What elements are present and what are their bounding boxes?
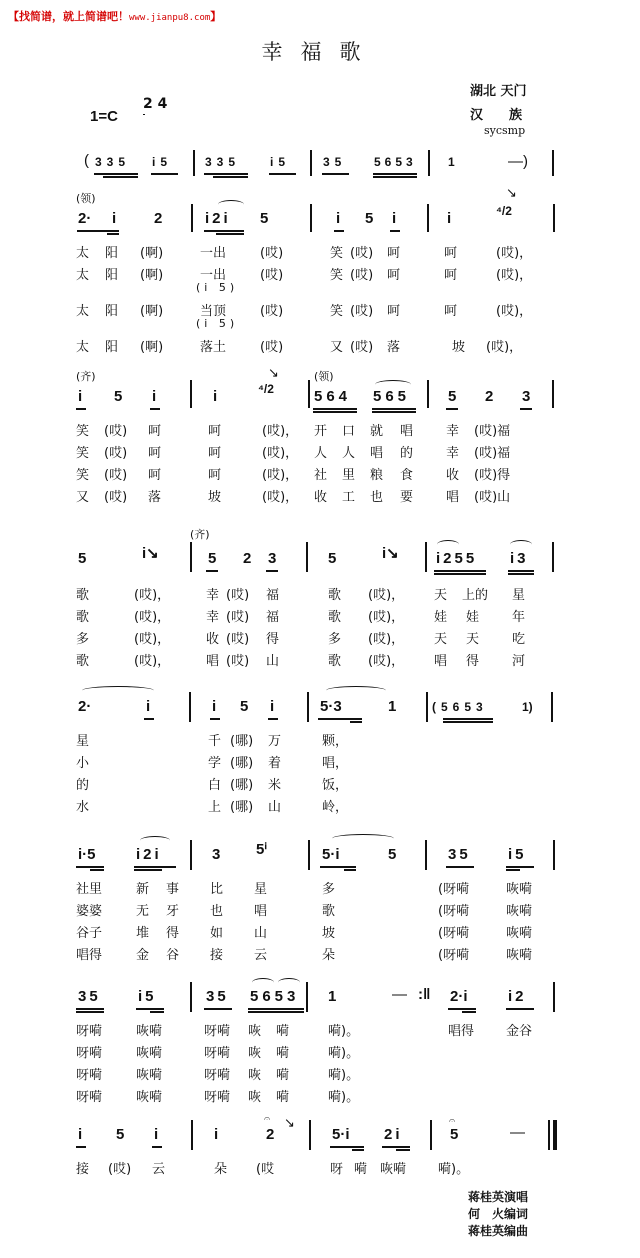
- dash: —: [392, 986, 407, 1003]
- staff-4: 2· i i 5 i 5·3 1 (5653 1) 星 千 (哪) 万 颗， 小 学 (哪) 着 唱， 的 白 (哪) 米 饭， 水 上 (哪) 山 岭，: [0, 680, 640, 810]
- note: 5: [365, 210, 374, 227]
- staff-7: i 5 i i 𝄐 2 ↘ 5·i 2i 𝄐 5 — 接 (哎) 云 朵 (哎 呀 嗬 咴嗬 嗬)。: [0, 1112, 640, 1174]
- note: i: [78, 1126, 83, 1143]
- note-with-slide: i↘: [142, 545, 159, 562]
- dash: —: [510, 1124, 525, 1141]
- staff-intro: [0, 150, 640, 180]
- grace-note: ⁴/2: [496, 204, 512, 218]
- note: i: [213, 388, 218, 405]
- banner-close: 】: [210, 10, 222, 23]
- note-group: i2i: [205, 210, 231, 227]
- note-group: 5·i: [322, 846, 340, 863]
- note: 2: [243, 550, 252, 567]
- note: 3: [522, 388, 531, 405]
- note-group: 335: [95, 155, 131, 169]
- note-group: i5: [270, 155, 291, 169]
- note: 5: [116, 1126, 125, 1143]
- note-group: i5: [138, 988, 157, 1005]
- staff-6: 35 i5 35 5653 1 — :‖ 2·i i2 呀嗬 咴嗬 呀嗬 咴 嗬 嗬)。 唱得 金谷 呀嗬 咴嗬 呀嗬 咴 嗬 嗬)。 呀嗬 咴嗬 呀嗬 咴 嗬 嗬)。 呀嗬 咴嗬 呀嗬 咴 嗬 嗬)。: [0, 974, 640, 1104]
- note: 5: [208, 550, 217, 567]
- slide-arrow-icon: ↘: [506, 186, 517, 201]
- note: 5: [328, 550, 337, 567]
- fermata-icon: 𝄐: [264, 1112, 271, 1125]
- dash-close: —): [508, 153, 528, 170]
- credit-composer: 蒋桂英编曲: [468, 1224, 529, 1238]
- note-group: (5653: [432, 700, 488, 714]
- credit-lyricist: 何 火编词: [468, 1207, 529, 1221]
- note-group: i2: [508, 988, 527, 1005]
- staff-3: (齐) 5 i↘ 5 2 3 5 i↘ i255 i3 歌 (哎)， 幸 (哎) 福 歌 (哎)， 天 上的 星 歌 (哎)， 幸 (哎) 福 歌 (哎)， 娃 娃 年 多 (哎)， 收 (哎) 得 多 (哎)， 天 天 吃 歌 (哎)， 唱 (哎) 山 歌 (哎)， 唱 得 河: [0, 524, 640, 664]
- marking-unison: (齐): [76, 370, 96, 383]
- note-group: 5·i: [332, 1126, 350, 1143]
- site-banner[interactable]: [8, 8, 221, 24]
- note: i: [270, 698, 275, 715]
- note-group: 565: [373, 388, 411, 405]
- region: 湖北 天门: [470, 84, 527, 99]
- credit-performer: 蒋桂英演唱: [468, 1190, 529, 1204]
- note: i: [154, 1126, 159, 1143]
- note: 3: [268, 550, 277, 567]
- note: 2: [266, 1126, 275, 1143]
- note-group: 35: [323, 155, 347, 169]
- variant-notation: (i 5): [196, 317, 239, 330]
- key-signature: 1=C: [90, 108, 118, 125]
- note-group: 564: [314, 388, 352, 405]
- note-group: i5: [508, 846, 527, 863]
- variant-notation: (i 5): [196, 281, 239, 294]
- note: i: [214, 1126, 219, 1143]
- note-group: i255: [436, 550, 478, 567]
- note-group: i5: [152, 155, 173, 169]
- note: i: [392, 210, 397, 227]
- note: 5: [450, 1126, 459, 1143]
- repeat-end-barline: :‖: [418, 986, 431, 1003]
- banner-text: 【找简谱，就上简谱吧！: [8, 10, 129, 23]
- note: 3: [212, 846, 221, 863]
- note: 5: [448, 388, 457, 405]
- note: 1: [328, 988, 337, 1005]
- note: 5: [260, 210, 269, 227]
- note: i: [78, 388, 83, 405]
- time-denominator: 4: [157, 96, 168, 112]
- note: i: [112, 210, 117, 227]
- time-signature: [143, 96, 168, 113]
- note-group: 2i: [384, 1126, 403, 1143]
- note: i: [212, 698, 217, 715]
- note: 2: [485, 388, 494, 405]
- note-with-slide: i↘: [382, 545, 399, 562]
- banner-url[interactable]: www.jianpu8.com: [129, 13, 211, 23]
- note-group: i2i: [136, 846, 162, 863]
- staff-5: i·5 i2i 3 5ⁱ 5·i 5 35 i5 社里 新 事 比 星 多 (呀嗬 咴嗬 婆婆 无 牙 也 唱 歌 (呀嗬 咴嗬 谷子 堆 得 如 山 坡 (呀嗬 咴嗬 唱得 金 谷 接 云 朵 (呀嗬 咴嗬: [0, 832, 640, 962]
- note: 5: [388, 846, 397, 863]
- time-numerator: 2: [143, 96, 153, 112]
- note: 5: [240, 698, 249, 715]
- note-group: i3: [510, 550, 529, 567]
- song-title: 幸福歌: [261, 40, 379, 64]
- note-group: 5653: [250, 988, 300, 1005]
- note-group: 35: [206, 988, 229, 1005]
- note: i: [336, 210, 341, 227]
- note: 5: [78, 550, 87, 567]
- note-group: 5653: [374, 155, 417, 169]
- paren-open: (: [84, 152, 89, 169]
- note: i: [146, 698, 151, 715]
- note: i: [152, 388, 157, 405]
- slide-arrow-icon: ↘: [284, 1116, 295, 1131]
- note: 2: [154, 210, 163, 227]
- note-group: 5·3: [320, 698, 342, 715]
- note-with-grace: 5ⁱ: [256, 841, 268, 858]
- note-group: 2·i: [450, 988, 468, 1005]
- note-group: 35: [448, 846, 471, 863]
- note-group: i·5: [78, 846, 96, 863]
- note: 2·: [78, 210, 92, 227]
- note-group: 335: [205, 155, 241, 169]
- slide-arrow-icon: ↘: [268, 366, 279, 381]
- marking-lead: (领): [314, 370, 334, 383]
- note: 1): [522, 700, 533, 714]
- note: i: [447, 210, 452, 227]
- ethnicity: 汉 族: [470, 108, 523, 123]
- fermata-icon: 𝄐: [449, 1114, 456, 1127]
- note: 2·: [78, 698, 92, 715]
- marking-lead: (领): [76, 192, 96, 205]
- marking-unison: (齐): [190, 528, 210, 541]
- note: 5: [114, 388, 123, 405]
- grace-note: ⁴/2: [258, 382, 274, 396]
- staff-1: (领) 2· i 2 i2i 5 i 5 i i ⁴/2 ↘ 太 阳 (啊) 一出 (哎) 笑 (哎) 呵 呵 (哎)， 太 阳 (啊) 一出 (哎) 笑 (哎) 呵 呵 (哎)， (i 5) 太 阳 (啊) 当顶 (哎) 笑 (哎) 呵 呵 (哎)， (i 5) 太 阳 (啊) 落土 (哎) 又 (哎) 落 坡 (哎)，: [0, 186, 640, 356]
- note-group: 35: [78, 988, 101, 1005]
- source-tag: sycsmp: [484, 124, 526, 137]
- note: 1: [388, 698, 397, 715]
- note: 1: [448, 155, 455, 169]
- staff-2: (齐) (领) i 5 i i ⁴/2 ↘ 564 565 5 2 3 笑 (哎) 呵 呵 (哎)， 开 口 就 唱 幸 (哎)福 笑 (哎) 呵 呵 (哎)， 人 人 唱 的 幸 (哎)福 笑 (哎) 呵 呵 (哎)， 社 里 粮 食 收 (哎)得 又 (哎) 落 坡 (哎)， 收 工 也 要 唱 (哎)山: [0, 366, 640, 506]
